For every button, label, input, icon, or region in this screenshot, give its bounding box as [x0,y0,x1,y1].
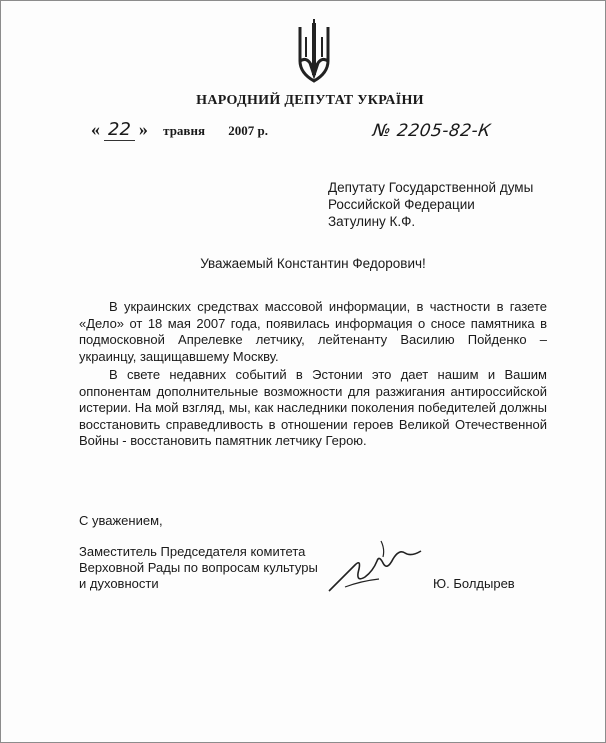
signatory-name: Ю. Болдырев [433,576,515,591]
letter-date [91,119,268,141]
closing: С уважением, [79,513,163,528]
addressee-block [328,179,533,230]
addressee-line: Депутату Государственной думы [328,180,534,195]
signatory-position [79,544,318,592]
trident-emblem-icon [294,17,334,87]
letterhead-title: НАРОДНИЙ ДЕПУТАТ УКРАЇНИ [196,93,424,108]
outgoing-number: № 2205-82-К [371,121,493,141]
position-line: Заместитель Председателя комитета [79,544,306,559]
addressee-line: Затулину К.Ф. [328,214,416,229]
handwritten-signature [321,539,431,599]
date-day: 22 [104,119,135,141]
date-close-quote: » [138,119,148,139]
addressee-line: Российской Федерации [328,197,475,212]
body-paragraph: В украинских средствах массовой информации, в частности в газете «Дело» от 18 мая 2007 года, появилась информация о сносе памятника в подмосковной Апрелевке летчику, лейтенанту Василию Пойденко – украинцу, защищавшему Москву. [79,299,547,364]
body-paragraph: В свете недавних событий в Эстонии это дает нашим и Вашим оппонентам дополнительные возможности для разжигания антироссийской истерии. На мой взгляд, мы, как наследники поколения победителей должны восстановить справедливость в отношении героев Великой Отечественной Войны - восстановить памятник летчику Герою. [79,367,547,448]
position-line: Верховной Рады по вопросам культуры [79,560,318,575]
date-open-quote: « [91,119,100,139]
position-line: и духовности [79,576,159,591]
salutation: Уважаемый Константин Федорович! [200,256,426,271]
date-year: 2007 р. [228,123,268,138]
date-month: травня [163,123,205,138]
